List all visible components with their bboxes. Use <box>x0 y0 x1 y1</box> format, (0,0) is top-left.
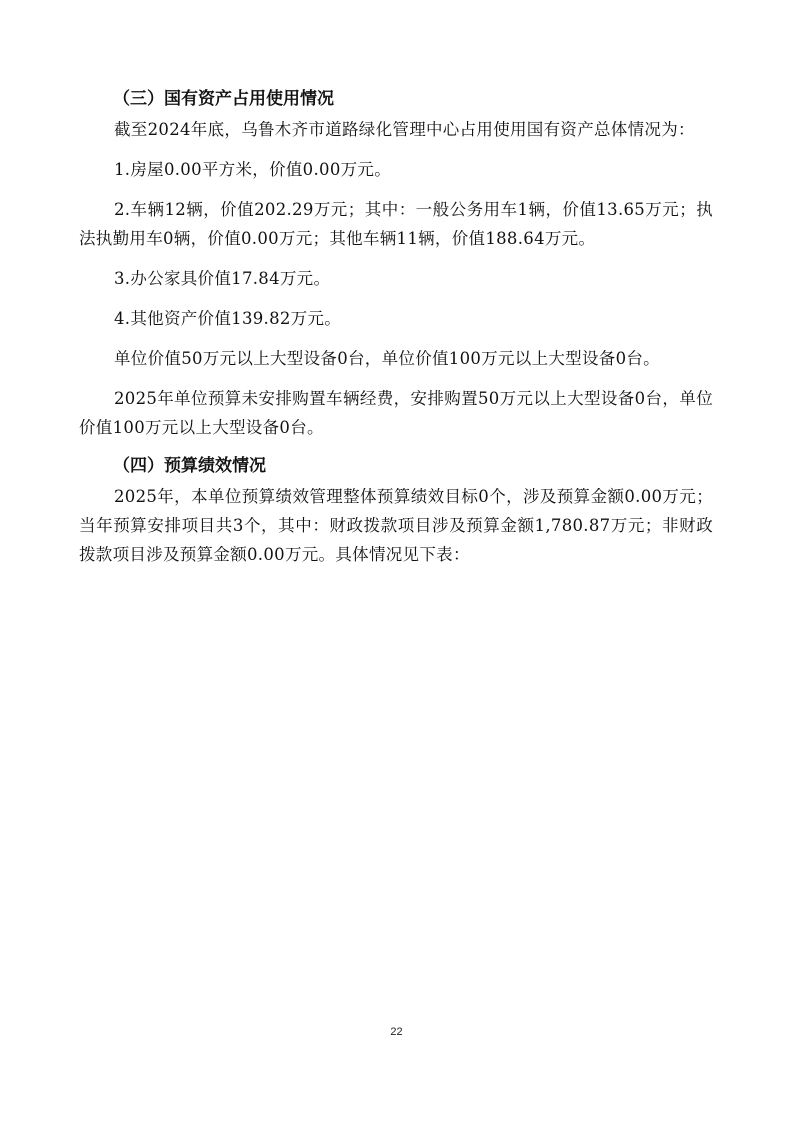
page-content <box>79 86 713 569</box>
assets-item-other: 4.其他资产价值139.82万元。 <box>114 309 342 328</box>
page-number: 22 <box>390 1026 403 1038</box>
performance-paragraph: 2025年，本单位预算绩效管理整体预算绩效目标0个，涉及预算金额0.00万元；当年预算安排项目共3个，其中：财政拨款项目涉及预算金额1,780.87万元；非财政拨款项目涉及预算金额0.00万元。具体情况见下表： <box>79 487 713 564</box>
budget-purchase-paragraph: 2025年单位预算未安排购置车辆经费，安排购置50万元以上大型设备0台，单位价值100万元以上大型设备0台。 <box>79 389 713 437</box>
assets-item-housing: 1.房屋0.00平方米，价值0.00万元。 <box>114 160 392 179</box>
assets-intro-paragraph: 截至2024年底，乌鲁木齐市道路绿化管理中心占用使用国有资产总体情况为： <box>114 120 695 139</box>
section-heading-state-assets: （三）国有资产占用使用情况 <box>113 89 334 109</box>
section-heading-performance: （四）预算绩效情况 <box>113 456 266 476</box>
assets-item-vehicles: 2.车辆12辆，价值202.29万元；其中：一般公务用车1辆，价值13.65万元；执法执勤用车0辆，价值0.00万元；其他车辆11辆，价值188.64万元。 <box>79 200 713 248</box>
assets-large-equipment-paragraph: 单位价值50万元以上大型设备0台，单位价值100万元以上大型设备0台。 <box>114 349 660 368</box>
assets-item-furniture: 3.办公家具价值17.84万元。 <box>114 269 331 288</box>
